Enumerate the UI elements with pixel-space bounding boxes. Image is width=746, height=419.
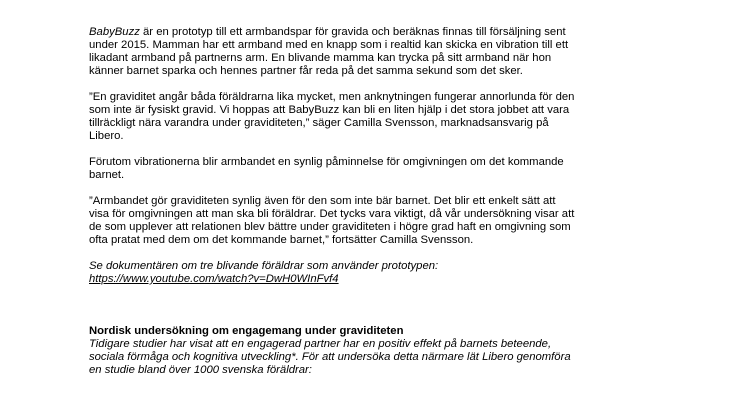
section-heading: Nordisk undersökning om engagemang under graviditeten bbox=[89, 325, 404, 337]
paragraph-documentary bbox=[89, 260, 649, 286]
paragraph-line: Förutom vibrationerna blir armbandet en synlig påminnelse för omgivningen om det kommande bbox=[89, 156, 564, 168]
paragraph-quote-1 bbox=[89, 91, 649, 143]
paragraph-line: Tidigare studier har visat att en engagerad partner har en positiv effekt på barnets beteende, bbox=[89, 338, 552, 350]
paragraph-line: ”En graviditet angår båda föräldrarna lika mycket, men anknytningen fungerar annorlunda för den bbox=[89, 91, 575, 103]
paragraph-line: barnet. bbox=[89, 169, 125, 181]
paragraph-line: känner barnet sparka och hennes partner får reda på det samma sekund som det sker. bbox=[89, 65, 523, 77]
spacer bbox=[89, 299, 649, 325]
paragraph-line: under 2015. Mamman har ett armband med en knapp som i realtid kan skicka en vibration till ett bbox=[89, 39, 569, 51]
paragraph-line: sociala förmåga och kognitiva utveckling*. För att undersöka detta närmare lät Libero genomföra bbox=[89, 351, 571, 363]
paragraph-line: de som upplever att relationen blev bättre under graviditeten i högre grad haft en omgivning som bbox=[89, 221, 571, 233]
documentary-intro: Se dokumentären om tre blivande föräldrar som använder prototypen: bbox=[89, 260, 439, 272]
paragraph-line: Libero. bbox=[89, 130, 124, 142]
document-page bbox=[89, 26, 649, 390]
paragraph-line: likadant armband på partnerns arm. En blivande mamma kan trycka på sitt armband när hon bbox=[89, 52, 552, 64]
paragraph-quote-2 bbox=[89, 195, 649, 247]
brand-name: BabyBuzz bbox=[89, 26, 140, 38]
paragraph-line: ”Armbandet gör graviditeten synlig även för den som inte bär barnet. Det blir ett enkelt sätt att bbox=[89, 195, 556, 207]
paragraph-reminder bbox=[89, 156, 649, 182]
paragraph-line: BabyBuzz är en prototyp till ett armbandspar för gravida och beräknas finnas till försäljning sent bbox=[89, 26, 566, 38]
paragraph-line: som inte är fysiskt gravid. Vi hoppas att BabyBuzz kan bli en liten hjälp i det stora jobbet att vara bbox=[89, 104, 570, 116]
paragraph-line: tillräckligt nära varandra under graviditeten,” säger Camilla Svensson, marknadsansvarig på bbox=[89, 117, 549, 129]
paragraph-intro bbox=[89, 26, 649, 78]
paragraph-line: en studie bland över 1000 svenska föräldrar: bbox=[89, 364, 312, 376]
paragraph-line: visa för omgivningen att man ska bli föräldrar. Det tycks vara viktigt, då vår undersökning visar att bbox=[89, 208, 575, 220]
paragraph-line: ofta pratat med dem om det kommande barnet,” fortsätter Camilla Svensson. bbox=[89, 234, 474, 246]
youtube-link[interactable]: https://www.youtube.com/watch?v=DwH0WInFvf4 bbox=[89, 273, 339, 285]
section-survey bbox=[89, 325, 649, 377]
